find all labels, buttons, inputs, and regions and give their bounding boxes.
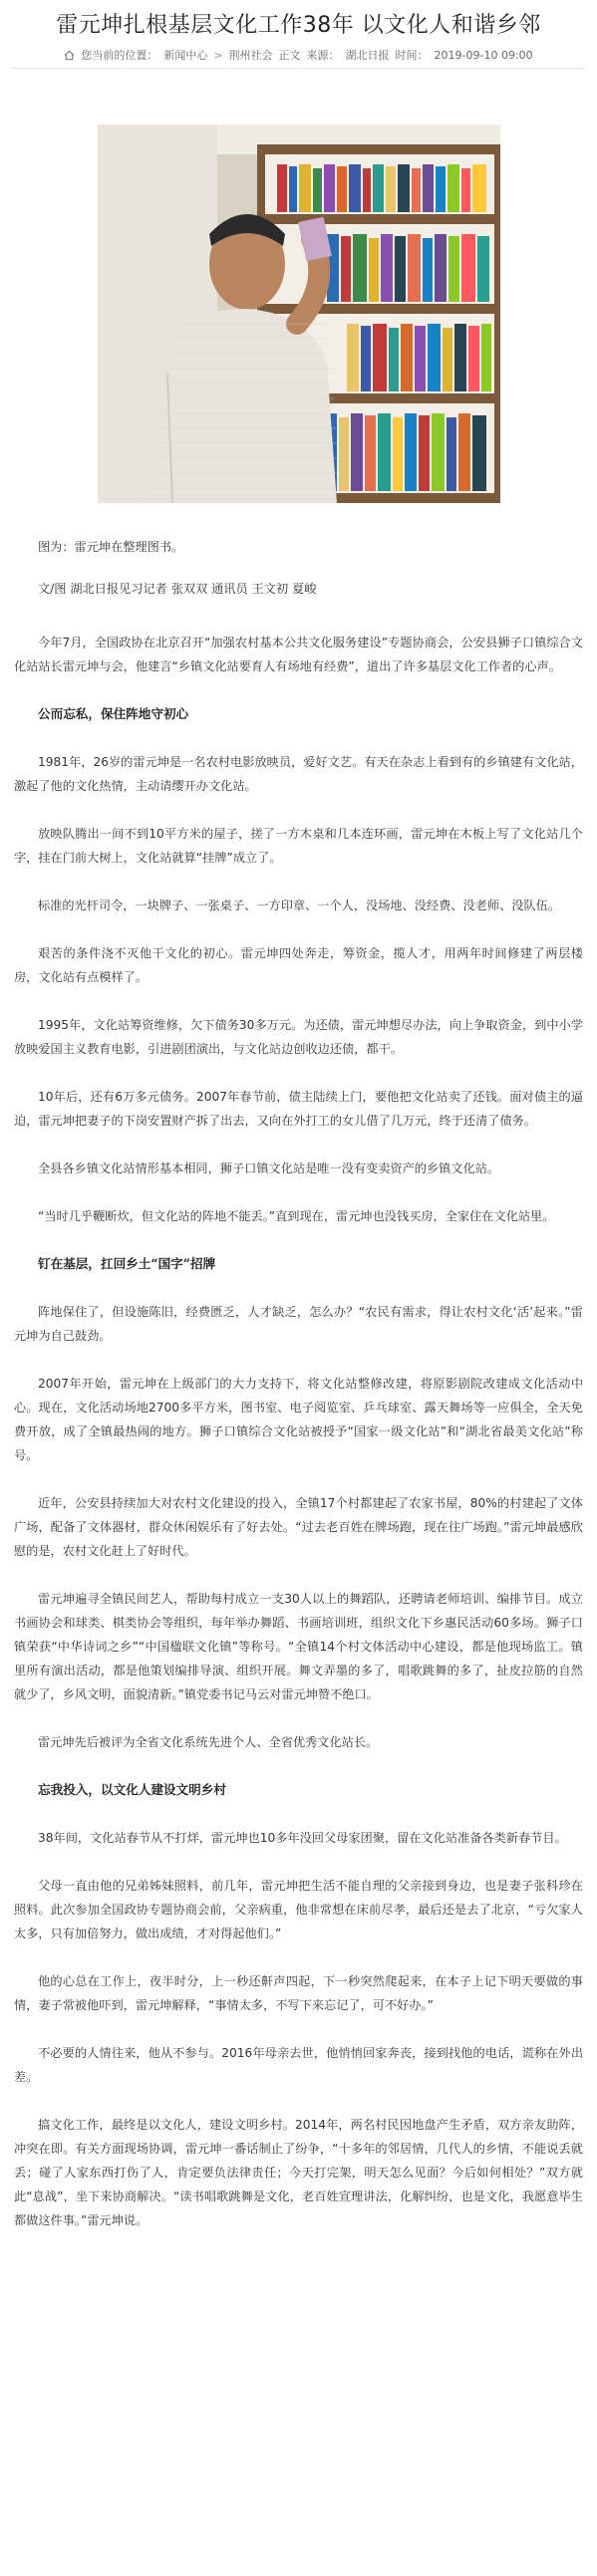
source-value: 湖北日报 xyxy=(345,49,390,62)
article-paragraph: 雷元坤遍寻全镇民间艺人，帮助每村成立一支30人以上的舞蹈队，还聘请老师培训、编排节目。成立书画协会和球类、棋类协会等组织，每年举办舞蹈、书画培训班，组织文化下乡惠民活动60多场。狮子口镇荣获“中华诗词之乡”“中国楹联文化镇”等称号。“全镇14个村文体活动中心建设，都是他现场监工。镇里所有演出活动，都是他策划编排导演、组织开展。舞文弄墨的多了，唱歌跳舞的多了，扯皮拉筋的自然就少了，乡风文明，面貌清新。”镇党委书记马云对雷元坤赞不绝口。 xyxy=(14,1592,583,1701)
article-paragraph: 2007年开始，雷元坤在上级部门的大力支持下，将文化站整修改建，将原影剧院改建成文化活动中心。现在，文化活动场地2700多平方米，图书室、电子阅览室、乒乓球室、露天舞场等一应俱全，全天免费开放，成了全镇最热闹的地方。狮子口镇综合文化站被授予“国家一级文化站”和“湖北省最美文化站”称号。 xyxy=(14,1377,583,1462)
article-paragraphs xyxy=(14,631,583,2232)
source-label: 来源： xyxy=(306,49,340,62)
article-paragraph: 搞文化工作，最终是以文化人，建设文明乡村。2014年，两名村民因地盘产生矛盾，双方亲友助阵，冲突在即。有关方面现场协调，雷元坤一番话制止了纷争，“十多年的邻居情，几代人的乡情，不能说丢就丢；碰了人家东西打伤了人，肯定要负法律责任；今天打完架，明天怎么见面？今后如何相处？”双方就此“息战”，坐下来协商解决。“读书唱歌跳舞是文化，老百姓宣理讲法，化解纠纷，也是文化，我愿意毕生都做这件事。”雷元坤说。 xyxy=(14,2118,583,2227)
article-paragraph: “当时几乎鞭断炊，但文化站的阵地不能丢。”直到现在，雷元坤也没钱买房，全家住在文化站里。 xyxy=(38,1209,555,1223)
photo-caption: 图为：雷元坤在整理图书。 xyxy=(38,540,184,554)
time-value: 2019-09-10 09:00 xyxy=(434,48,533,62)
article-paragraph: 不必要的人情往来，他从不参与。2016年母亲去世，他悄悄回家奔丧，接到找他的电话，谎称在外出差。 xyxy=(14,2046,583,2084)
article-paragraph: 1981年，26岁的雷元坤是一名农村电影放映员，爱好文艺。有天在杂志上看到有的乡镇建有文化站，激起了他的文化热情，主动请缨开办文化站。 xyxy=(14,755,583,793)
article-paragraph: 10年后，还有6万多元债务。2007年春节前，债主陆续上门，要他把文化站卖了还钱。面对债主的逼迫，雷元坤把妻子的下岗安置财产拆了出去，又向在外打工的女儿借了几万元，终于还清了债务。 xyxy=(14,1090,583,1128)
breadcrumb-section-link[interactable]: 荆州社会 xyxy=(228,49,273,62)
article-title: 雷元坤扎根基层文化工作38年 以文化人和谐乡邻 xyxy=(56,13,541,38)
breadcrumb-separator: > xyxy=(213,48,223,62)
breadcrumb-home-link[interactable]: 新闻中心 xyxy=(163,49,208,62)
article-paragraph: 他的心总在工作上，夜半时分，上一秒还鼾声四起，下一秒突然爬起来，在本子上记下明天要做的事情，妻子常被他吓到，雷元坤解释，“事情太多，不写下来忘记了，可不好办。” xyxy=(14,1974,583,2012)
article-paragraph: 标准的光杆司令，一块牌子、一张桌子、一方印章、一个人，没场地、没经费、没老师、没队伍。 xyxy=(38,899,561,912)
text-label: 正文 xyxy=(278,49,301,62)
article-paragraph: 1995年，文化站筹资维修，欠下债务30多万元。为还债，雷元坤想尽办法，向上争取资金，到中小学放映爱国主义教育电影，引进剧团演出，与文化站边创收边还债，都干。 xyxy=(14,1018,583,1056)
section-subheading: 钉在基层，扛回乡土“国字”招牌 xyxy=(38,1256,216,1271)
section-subheading: 公而忘私，保住阵地守初心 xyxy=(38,706,189,721)
article-paragraph: 雷元坤先后被评为全省文化系统先进个人、全省优秀文化站长。 xyxy=(38,1735,379,1749)
home-icon xyxy=(64,50,75,61)
article-paragraph: 父母一直由他的兄弟姊妹照料，前几年，雷元坤把生活不能自理的父亲接到身边，也是妻子张科珍在照料。此次参加全国政协专题协商会前，父亲病重，他非常想在床前尽孝，最后还是去了北京，“亏欠家人太多，只有加倍努力，做出成绩，才对得起他们。” xyxy=(14,1879,583,1940)
article-paragraph: 今年7月，全国政协在北京召开“加强农村基本公共文化服务建设”专题协商会，公安县狮子口镇综合文化站站长雷元坤与会，他建言“乡镇文化站要育人有场地有经费”，道出了许多基层文化工作者的心声。 xyxy=(14,636,583,673)
section-subheading: 忘我投入，以文化人建设文明乡村 xyxy=(38,1782,226,1797)
article-paragraph: 放映队腾出一间不到10平方米的屋子，搓了一方木桌和几本连环画，雷元坤在木板上写了文化站几个字，挂在门前大树上，文化站就算“挂牌”成立了。 xyxy=(14,827,583,865)
article-meta xyxy=(12,42,585,69)
byline: 文/图 湖北日报见习记者 张双双 通讯员 王文初 夏峻 xyxy=(38,582,317,596)
article-paragraph: 艰苦的条件浇不灭他干文化的初心。雷元坤四处奔走，筹资金，揽人才，用两年时间修建了两层楼房，文化站有点模样了。 xyxy=(14,946,583,984)
article-body xyxy=(0,535,597,2232)
article-paragraph: 全县各乡镇文化站情形基本相同，狮子口镇文化站是唯一没有变卖资产的乡镇文化站。 xyxy=(38,1161,500,1175)
time-label: 时间： xyxy=(395,49,429,62)
location-label: 您当前的位置： xyxy=(81,49,158,62)
article-paragraph: 38年间，文化站春节从不打烊，雷元坤也10多年没回父母家团聚，留在文化站准备各类新春节目。 xyxy=(38,1831,567,1845)
article-photo xyxy=(98,125,500,503)
article-paragraph: 阵地保住了，但设施陈旧，经费匮乏，人才缺乏，怎么办？“农民有需求，得让农村文化‘活’起来。”雷元坤为自己鼓劲。 xyxy=(14,1305,583,1343)
article-paragraph: 近年，公安县持续加大对农村文化建设的投入，全镇17个村都建起了农家书屋，80%的村建起了文体广场，配备了文体器材，群众休闲娱乐有了好去处。“过去老百姓在牌场跑，现在往广场跑。”雷元坤最感欣慰的是，农村文化赶上了好时代。 xyxy=(14,1496,583,1558)
